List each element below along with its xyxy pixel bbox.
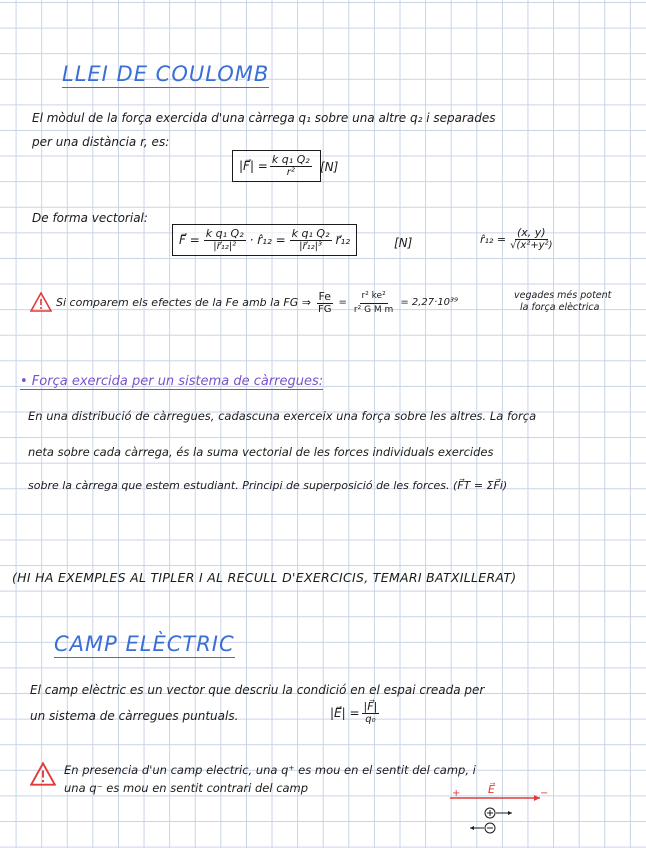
comparison-text: Si comparem els efectes de la Fe amb la FG ⇒ bbox=[56, 296, 311, 309]
forces-line-2: neta sobre cada càrrega, és la suma vectorial de les forces individuals exercides bbox=[28, 445, 494, 459]
field-formula bbox=[330, 700, 381, 726]
coulomb-unit: [N] bbox=[320, 160, 339, 174]
comparison-eq: = bbox=[338, 297, 347, 308]
coulomb-formula-lhs: |F⃗| = bbox=[239, 159, 268, 173]
coulomb-line-2: per una distància r, es: bbox=[32, 135, 170, 149]
forces-line-1: En una distribució de càrregues, cadascuna exerceix una força sobre les altres. La força bbox=[28, 409, 537, 423]
vector-formula-lhs: F⃗ = bbox=[179, 233, 200, 247]
field-formula-lhs: |E⃗| = bbox=[330, 706, 360, 720]
unit-vector-lhs: r̂₁₂ = bbox=[480, 232, 507, 246]
forces-subtitle-text: • Força exercida per un sistema de càrregues: bbox=[20, 374, 324, 389]
warning-icon bbox=[30, 292, 52, 312]
vector-formula-frac1 bbox=[204, 227, 246, 253]
vectorial-label: De forma vectorial: bbox=[32, 211, 148, 225]
coulomb-line-1: El mòdul de la força exercida d'una càrrega q₁ sobre una altre q₂ i separades bbox=[32, 111, 496, 125]
unit-vector-num: (x, y) bbox=[516, 226, 546, 239]
comparison-result: = 2,27·10³⁹ bbox=[400, 297, 459, 308]
vector-frac2-den: |r⃗₁₂|³ bbox=[299, 241, 323, 252]
warning-icon-2 bbox=[30, 762, 56, 786]
camp-warning-line-2: una q⁻ es mou en sentit contrari del camp bbox=[64, 781, 309, 795]
field-formula-fraction bbox=[362, 700, 380, 726]
field-formula-den: q₀ bbox=[365, 714, 376, 725]
comparison-frac2 bbox=[352, 290, 395, 316]
forces-line-3: sobre la càrrega que estem estudiant. Principi de superposició de les forces. (F⃗T = ΣF⃗i) bbox=[28, 479, 508, 492]
section-title-camp: CAMP ELÈCTRIC bbox=[54, 632, 235, 656]
coulomb-formula-fraction bbox=[270, 153, 312, 179]
comparison-note-2: la força elèctrica bbox=[520, 302, 600, 313]
reference-note: (HI HA EXEMPLES AL TIPLER I AL RECULL D'EXERCICIS, TEMARI BATXILLERAT) bbox=[12, 570, 517, 585]
field-formula-num: |F⃗| bbox=[363, 700, 378, 713]
coulomb-formula-box bbox=[232, 150, 321, 182]
vector-frac1-num: k q₁ Q₂ bbox=[205, 227, 244, 240]
camp-line-1: El camp elèctric es un vector que descriu la condició en el espai creada per bbox=[30, 683, 485, 697]
comparison-frac2-num: r² ke² bbox=[360, 290, 388, 304]
comparison-frac bbox=[316, 290, 334, 316]
comparison-frac-num: Fe bbox=[318, 290, 331, 303]
comparison-frac-den: FG bbox=[318, 304, 332, 315]
camp-warning-line-1: En presencia d'un camp electric, una q⁺ es mou en el sentit del camp, i bbox=[64, 763, 476, 777]
comparison-frac2-den: r² G M m bbox=[353, 305, 394, 315]
vector-formula-mid: · r̂₁₂ = bbox=[249, 233, 286, 247]
unit-vector-den: √(x²+y²) bbox=[510, 240, 553, 251]
forces-subtitle bbox=[20, 374, 323, 389]
diagram-minus-label: − bbox=[540, 788, 549, 799]
vector-formula-tail: r⃗₁₂ bbox=[335, 233, 351, 247]
diagram-plus-label: + bbox=[452, 788, 461, 799]
coulomb-formula-den: r² bbox=[286, 167, 295, 178]
vector-formula-box bbox=[172, 224, 357, 256]
vector-frac1-den: |r⃗₁₂|² bbox=[213, 241, 237, 252]
unit-vector-formula bbox=[480, 226, 556, 252]
vector-frac2-num: k q₁ Q₂ bbox=[291, 227, 330, 240]
diagram-field-label: E⃗ bbox=[488, 783, 495, 796]
coulomb-formula-num: k q₁ Q₂ bbox=[271, 153, 310, 166]
section-title-coulomb: LLEI DE COULOMB bbox=[62, 62, 270, 86]
camp-line-2: un sistema de càrregues puntuals. bbox=[30, 709, 239, 723]
comparison-note-1: vegades més potent bbox=[514, 290, 612, 301]
vector-unit: [N] bbox=[394, 236, 413, 250]
unit-vector-fraction bbox=[508, 226, 554, 252]
comparison-row bbox=[56, 290, 458, 316]
vector-formula-frac2 bbox=[290, 227, 332, 253]
